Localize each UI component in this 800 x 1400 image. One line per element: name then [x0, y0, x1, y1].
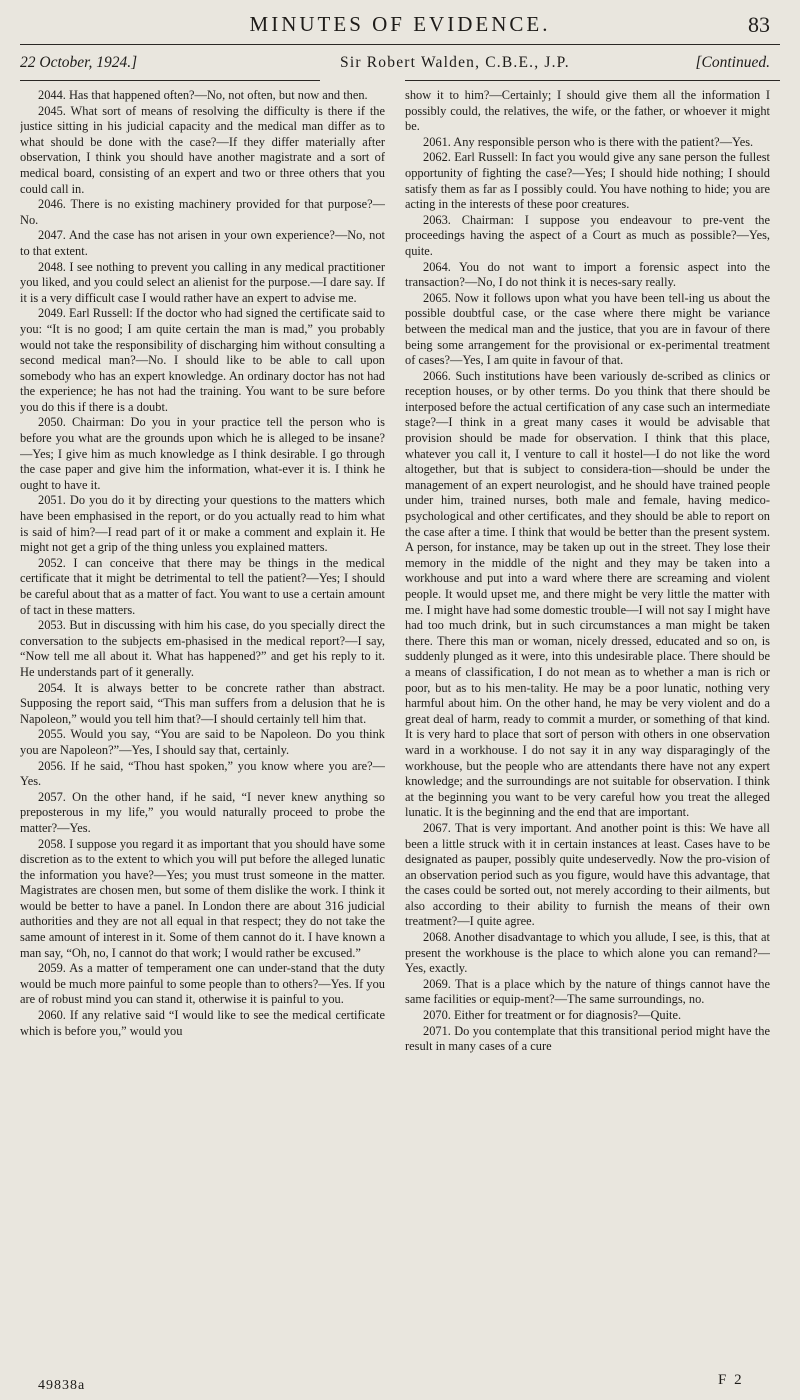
sitting-date: 22 October, 1924.]: [20, 54, 138, 71]
left-column: [20, 88, 385, 1383]
evidence-paragraph: 2053. But in discussing with him his case, do you specially direct the conversation to the subjects em-phasised in the medical report?—I say, “Now tell me all about it. What has happened?” and get his reply to it. He understands part of it generally.: [20, 618, 385, 679]
evidence-paragraph: 2057. On the other hand, if he said, “I never knew anything so preposterous in my life,” you would naturally proceed to probe the matter?—Yes.: [20, 789, 385, 835]
evidence-paragraph: 2048. I see nothing to prevent you calling in any medical practitioner you liked, and you could select an alienist for the purpose.—I dare say. If it is a very difficult case I would rather have an expert to advise me.: [20, 259, 385, 305]
evidence-paragraph: 2067. That is very important. And another point is this: We have all been a little struck with it in certain instances at least. Cases have to be designated as pauper, possibly quite undeservedly. Now the pro-vision of an observation period such as you figure, would have this advantage, that the cases could be sorted out, not merely according to their ailments, but also according to their ability to furnish the means of their own treatment?—I quite agree.: [405, 820, 770, 929]
evidence-paragraph: 2050. Chairman: Do you in your practice tell the person who is before you what are the grounds upon which he is alleged to be insane?—Yes; I give him as much knowledge as I think desirable. I go through the case paper and give him the information, what-ever it is. I think he ought to have it.: [20, 415, 385, 492]
evidence-paragraph: 2054. It is always better to be concrete rather than abstract. Supposing the report said, “This man suffers from a delusion that he is Napoleon,” would you tell him that?—I should certainly tell him that.: [20, 680, 385, 726]
evidence-paragraph: 2070. Either for treatment or for diagnosis?—Quite.: [423, 1008, 682, 1023]
evidence-paragraph: 2061. Any responsible person who is there with the patient?—Yes.: [423, 134, 754, 149]
printer-signature: 49838a: [38, 1378, 86, 1393]
right-column: [405, 88, 770, 1383]
page-title: MINUTES OF EVIDENCE.: [249, 12, 551, 36]
evidence-paragraph: 2059. As a matter of temperament one can under-stand that the duty would be much more painful to some people than to others?—Yes. If you are of robust mind you can stand it, otherwise it is painful to you.: [20, 961, 385, 1007]
evidence-paragraph: 2058. I suppose you regard it as important that you should have some discretion as to the extent to which you will put before the alleged lunatic the information you have?—Yes; you must trust someone in the matter. Magistrates are chosen men, but some of them dislike the work. I think it would be better to have a panel. In London there are about 316 judicial authorities and they are not all equal in that respect; they do not take the same amount of interest in it. Some of them cannot do it. I have known a man say, “Oh, no, I cannot do that work; I would rather be excused.”: [20, 836, 385, 960]
evidence-paragraph: 2052. I can conceive that there may be things in the medical certificate that it might be detrimental to tell the patient?—Yes; I should be careful about that as a matter of fact. You want to use a certain amount of tact in these matters.: [20, 555, 385, 617]
evidence-paragraph: 2044. Has that happened often?—No, not often, but now and then.: [38, 88, 368, 102]
header-rule-top: [20, 44, 780, 45]
evidence-paragraph: 2068. Another disadvantage to which you allude, I see, is this, that at present the workhouse is the place to which alone you can remand?—Yes, exactly.: [405, 930, 770, 976]
subhead-rule-left: [20, 80, 320, 81]
subhead-rule-right: [405, 80, 780, 81]
evidence-paragraph: 2056. If he said, “Thou hast spoken,” you know where you are?—Yes.: [20, 758, 385, 789]
evidence-paragraph: 2071. Do you contemplate that this transitional period might have the result in many cases of a cure: [405, 1023, 770, 1054]
running-head: [0, 8, 800, 36]
witness-subhead: [0, 52, 800, 76]
witness-name: Sir Robert Walden, C.B.E., J.P.: [340, 54, 570, 71]
evidence-paragraph: 2051. Do you do it by directing your questions to the matters which have been emphasised in the report, or do you actually read to him what is said of him?—I read part of it or make a comment and explain it. He might not get a grip of the thing unless you explained matters.: [20, 493, 385, 555]
evidence-paragraph: 2046. There is no existing machinery provided for that purpose?—No.: [20, 197, 385, 227]
evidence-paragraph: 2062. Earl Russell: In fact you would give any sane person the fullest opportunity of fighting the case?—Yes; I should hide nothing; I should satisfy them as far as I possibly could. You have nothing to hide; you are acting in the interests of these poor creatures.: [405, 150, 770, 212]
continued-label: [Continued.: [695, 54, 770, 71]
evidence-paragraph: 2049. Earl Russell: If the doctor who had signed the certificate said to you: “It is no good; I am quite certain the man is mad,” you probably would not take the responsibility of discharging him without consulting a second medical man?—No. I should like to be able to call upon somebody who has an expert knowledge. An ordinary doctor has not had the experience; he has not had the training. You want to be sure before you do this if there is a doubt.: [20, 306, 385, 414]
signature-folio: F 2: [718, 1372, 744, 1388]
page-number: 83: [748, 12, 770, 37]
evidence-paragraph: 2065. Now it follows upon what you have been tell-ing us about the possible doubtful case, or the case where there might be variance between the medical man and the justice, that you are in favour of there being some arrangement for the provisional or ex-perimental treatment of cases?—Yes, I am quite in favour of that.: [405, 290, 770, 368]
evidence-paragraph: 2060. If any relative said “I would like to see the medical certificate which is before you,” would you: [20, 1008, 385, 1038]
evidence-paragraph-continued: show it to him?—Certainly; I should give them all the information I possibly could, the relatives, the wife, or the father, or whoever it might be.: [405, 88, 770, 134]
evidence-paragraph: 2066. Such institutions have been variously de-scribed as clinics or reception houses, or by other terms. Do you think that there should be interposed before the actual certification of any case such an intermediate stage?—I think in a great many cases it would be advisable that provision should be made for observation. I think that this place, whatever you call it, I venture to call it hostel—I do not like the word altogether, but that is subject to considera-tion—should be under the management of an expert neurologist, and he should have trained people under him, trained nurses, both male and female, having medico-psychological and other certificates, and they should be able to report on the case after a time. I think that would be better than the present system. A person, for instance, may be taken up out in the street. They lose their memory in the middle of the night and they may be taken into a workhouse and put into a ward where there are screaming and violent people. It would upset me, and there might be very little the matter with me. I might have had some domestic trouble—I will not say I might have had too much drink, but in such circumstances a man might be taken there. There this man or woman, nicely dressed, educated and so on, is suddenly plunged as it were, into this undesirable place. There should be a means of classification, I do not mean as to whether a man is rich or poor, but as to his men-tality. He may be a poor lunatic, nothing very harmful about him. On the other hand, he may be very violent and do a great deal of harm, ready to commit a murder, or something of that kind. It is very hard to place that sort of person with others in one observation ward in a workhouse. I do not say it in any way disparagingly of the workhouse, but the people who are attendants there have not any expert knowledge; and the surroundings are not suitable for observation. I think at the beginning you want to be very careful how you treat the alleged lunatic. It is the beginning and the end that are important.: [405, 368, 770, 820]
evidence-paragraph: 2045. What sort of means of resolving the difficulty is there if the justice sitting in his judicial capacity and the medical man differ as to what should be done with the case?—If they differ materially after observation, I think you should have another magistrate and a sort of medical board, consisting of an expert and two or three others that you could call in.: [20, 103, 385, 196]
evidence-paragraph: 2047. And the case has not arisen in your own experience?—No, not to that extent.: [20, 228, 385, 258]
evidence-paragraph: 2069. That is a place which by the nature of things cannot have the same facilities or equip-ment?—The same surroundings, no.: [405, 976, 770, 1007]
evidence-paragraph: 2063. Chairman: I suppose you endeavour to pre-vent the proceedings having the aspect of a Court as much as possible?—Yes, quite.: [405, 212, 770, 258]
evidence-paragraph: 2055. Would you say, “You are said to be Napoleon. Do you think you are Napoleon?”—Yes, I should say that, certainly.: [20, 727, 385, 757]
evidence-paragraph: 2064. You do not want to import a forensic aspect into the transaction?—No, I do not think it is neces-sary really.: [405, 259, 770, 290]
